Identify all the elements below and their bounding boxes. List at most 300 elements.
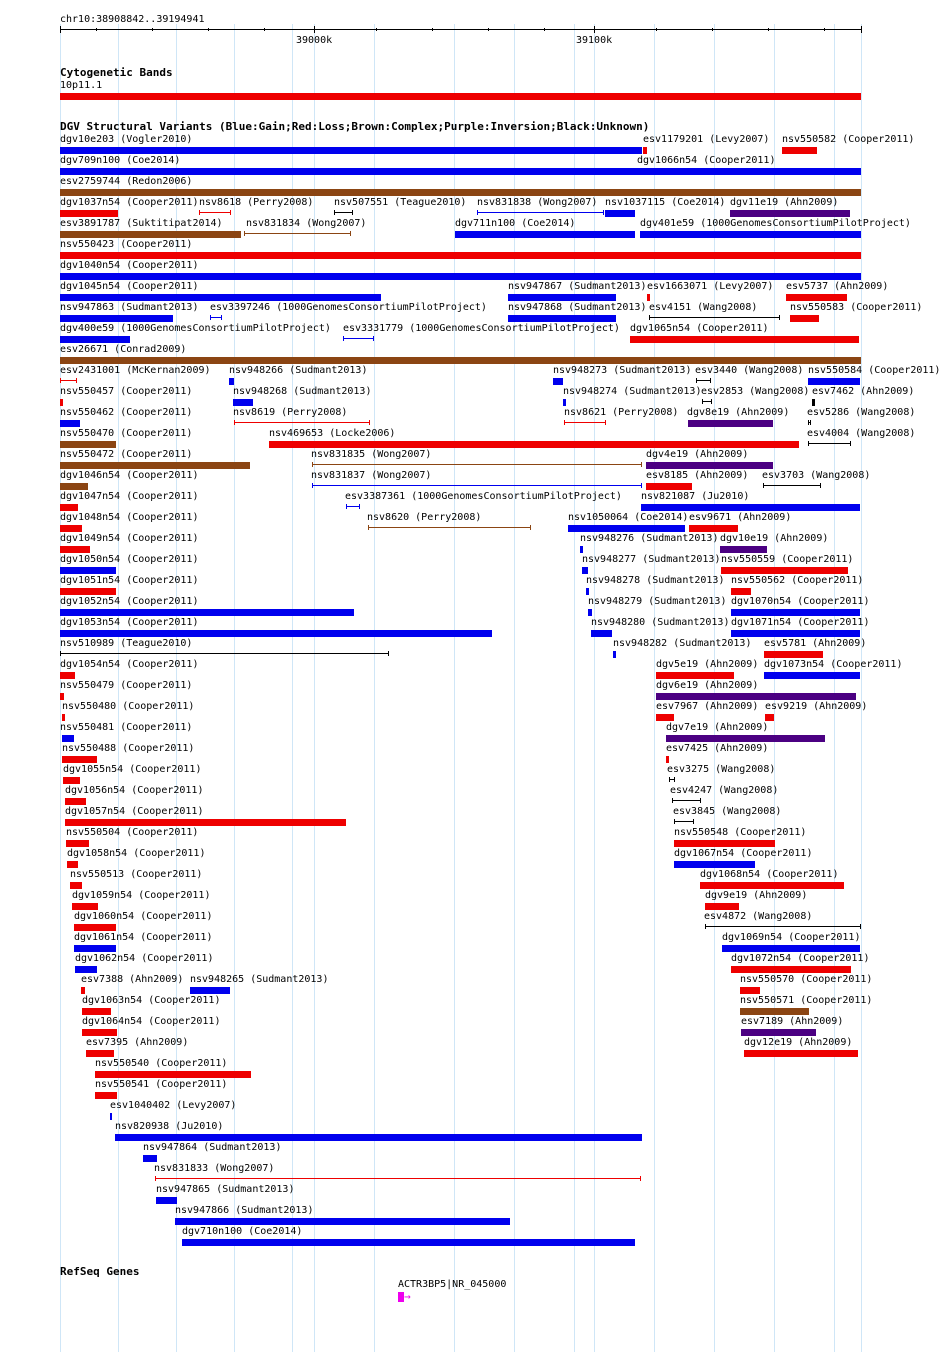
feature-label-dgv1071n54: dgv1071n54 (Cooper2011) bbox=[731, 617, 870, 628]
feature-line-esv4247[interactable] bbox=[672, 800, 701, 801]
feature-line-nsv507551[interactable] bbox=[334, 212, 353, 213]
feature-label-nsv550423: nsv550423 (Cooper2011) bbox=[60, 239, 193, 250]
feature-bar-nsv948276[interactable] bbox=[580, 546, 583, 553]
feature-label-esv7425: esv7425 (Ahn2009) bbox=[666, 743, 769, 754]
feature-line-nsv831834[interactable] bbox=[244, 233, 351, 234]
ruler-end-tick bbox=[861, 26, 862, 33]
feature-label-nsv510989: nsv510989 (Teague2010) bbox=[60, 638, 193, 649]
feature-line-esv4004[interactable] bbox=[808, 443, 851, 444]
feature-bar-dgv1046n54[interactable] bbox=[60, 483, 88, 490]
feature-bar-nsv550423[interactable] bbox=[60, 252, 861, 259]
feature-label-dgv1052n54: dgv1052n54 (Cooper2011) bbox=[60, 596, 199, 607]
feature-bar-dgv711n100[interactable] bbox=[455, 231, 635, 238]
feature-bar-dgv1067n54[interactable] bbox=[674, 861, 755, 868]
feature-bar-nsv947867[interactable] bbox=[508, 294, 616, 301]
feature-label-nsv948274: nsv948274 (Sudmant2013) bbox=[563, 386, 702, 397]
feature-bar-esv1040402[interactable] bbox=[110, 1113, 112, 1120]
feature-label-esv3845: esv3845 (Wang2008) bbox=[673, 806, 782, 817]
feature-bar-dgv1066n54[interactable] bbox=[637, 168, 861, 175]
feature-label-dgv1069n54: dgv1069n54 (Cooper2011) bbox=[722, 932, 861, 943]
feature-bar-dgv7e19[interactable] bbox=[666, 735, 825, 742]
feature-label-dgv11e19: dgv11e19 (Ahn2009) bbox=[730, 197, 839, 208]
feature-label-dgv1068n54: dgv1068n54 (Cooper2011) bbox=[700, 869, 839, 880]
feature-line-cap bbox=[60, 378, 61, 383]
feature-bar-dgv8e19[interactable] bbox=[688, 420, 773, 427]
feature-bar-dgv400e59[interactable] bbox=[60, 336, 130, 343]
ruler-minor-tick bbox=[152, 28, 153, 31]
feature-label-nsv550488: nsv550488 (Cooper2011) bbox=[62, 743, 195, 754]
feature-bar-nsv550583[interactable] bbox=[790, 315, 819, 322]
feature-label-nsv821087: nsv821087 (Ju2010) bbox=[641, 491, 750, 502]
feature-bar-dgv1059n54[interactable] bbox=[72, 903, 98, 910]
feature-bar-esv9219[interactable] bbox=[765, 714, 774, 721]
feature-bar-nsv948280[interactable] bbox=[591, 630, 612, 637]
feature-label-nsv831834: nsv831834 (Wong2007) bbox=[246, 218, 367, 229]
feature-line-cap bbox=[312, 483, 313, 488]
dgv-track-title[interactable]: DGV Structural Variants (Blue:Gain;Red:Loss;Brown:Complex;Purple:Inversion;Black:Unknown) bbox=[60, 120, 650, 133]
feature-label-dgv1059n54: dgv1059n54 (Cooper2011) bbox=[72, 890, 211, 901]
feature-bar-esv7189[interactable] bbox=[741, 1029, 816, 1036]
feature-label-esv3891787: esv3891787 (Suktitipat2014) bbox=[60, 218, 223, 229]
feature-line-cap bbox=[672, 798, 673, 803]
ruler-minor-tick bbox=[544, 28, 545, 31]
feature-label-nsv820938: nsv820938 (Ju2010) bbox=[115, 1121, 224, 1132]
feature-line-cap bbox=[388, 651, 389, 656]
feature-label-esv9671: esv9671 (Ahn2009) bbox=[689, 512, 792, 523]
feature-bar-esv7425[interactable] bbox=[666, 756, 669, 763]
feature-label-nsv948277: nsv948277 (Sudmant2013) bbox=[582, 554, 721, 565]
feature-bar-dgv1060n54[interactable] bbox=[74, 924, 116, 931]
feature-line-cap bbox=[641, 483, 642, 488]
feature-bar-nsv948278[interactable] bbox=[586, 588, 589, 595]
feature-label-nsv507551: nsv507551 (Teague2010) bbox=[334, 197, 467, 208]
ruler-minor-tick bbox=[96, 28, 97, 31]
feature-label-esv1663071: esv1663071 (Levy2007) bbox=[647, 281, 774, 292]
feature-line-cap bbox=[477, 210, 478, 215]
feature-label-dgv1056n54: dgv1056n54 (Cooper2011) bbox=[65, 785, 204, 796]
feature-label-esv3387361: esv3387361 (1000GenomesConsortiumPilotProject) bbox=[345, 491, 622, 502]
feature-bar-nsv550570[interactable] bbox=[740, 987, 760, 994]
feature-line-cap bbox=[705, 924, 706, 929]
ruler-minor-tick bbox=[264, 28, 265, 31]
feature-bar-nsv948268[interactable] bbox=[233, 399, 253, 406]
feature-label-nsv550541: nsv550541 (Cooper2011) bbox=[95, 1079, 228, 1090]
feature-label-esv4004: esv4004 (Wang2008) bbox=[807, 428, 916, 439]
feature-label-nsv948276: nsv948276 (Sudmant2013) bbox=[580, 533, 719, 544]
feature-label-esv7395: esv7395 (Ahn2009) bbox=[86, 1037, 189, 1048]
feature-line-nsv831838[interactable] bbox=[477, 212, 604, 213]
feature-line-nsv8620[interactable] bbox=[368, 527, 531, 528]
feature-line-cap bbox=[346, 504, 347, 509]
feature-line-cap bbox=[530, 525, 531, 530]
feature-line-cap bbox=[850, 441, 851, 446]
feature-bar-esv7462[interactable] bbox=[812, 399, 815, 406]
feature-label-nsv1037115: nsv1037115 (Coe2014) bbox=[605, 197, 726, 208]
feature-line-esv3331779[interactable] bbox=[343, 338, 374, 339]
feature-bar-nsv948266[interactable] bbox=[229, 378, 234, 385]
feature-bar-nsv550540[interactable] bbox=[95, 1071, 251, 1078]
feature-bar-esv8185[interactable] bbox=[646, 483, 692, 490]
feature-line-cap bbox=[76, 378, 77, 383]
feature-line-cap bbox=[702, 399, 703, 404]
feature-line-esv2431001[interactable] bbox=[60, 380, 77, 381]
feature-label-dgv1046n54: dgv1046n54 (Cooper2011) bbox=[60, 470, 199, 481]
feature-label-nsv550548: nsv550548 (Cooper2011) bbox=[674, 827, 807, 838]
feature-label-nsv948273: nsv948273 (Sudmant2013) bbox=[553, 365, 692, 376]
feature-label-esv2759744: esv2759744 (Redon2006) bbox=[60, 176, 193, 187]
feature-line-cap bbox=[669, 777, 670, 782]
feature-bar-nsv947866[interactable] bbox=[175, 1218, 510, 1225]
feature-label-dgv4e19: dgv4e19 (Ahn2009) bbox=[646, 449, 749, 460]
grid-line bbox=[374, 24, 375, 1352]
feature-line-cap bbox=[343, 336, 344, 341]
feature-label-nsv831835: nsv831835 (Wong2007) bbox=[311, 449, 432, 460]
feature-label-dgv1060n54: dgv1060n54 (Cooper2011) bbox=[74, 911, 213, 922]
feature-label-esv5286: esv5286 (Wang2008) bbox=[807, 407, 916, 418]
feature-bar-dgv1063n54[interactable] bbox=[82, 1008, 111, 1015]
feature-line-cap bbox=[860, 924, 861, 929]
feature-bar-nsv1050064[interactable] bbox=[568, 525, 685, 532]
feature-bar-dgv1065n54[interactable] bbox=[630, 336, 859, 343]
feature-line-cap bbox=[649, 315, 650, 320]
feature-label-nsv948268: nsv948268 (Sudmant2013) bbox=[233, 386, 372, 397]
feature-bar-nsv550462[interactable] bbox=[60, 420, 80, 427]
feature-line-cap bbox=[710, 378, 711, 383]
cytoband-10p11-1[interactable] bbox=[60, 93, 861, 100]
feature-line-esv3703[interactable] bbox=[763, 485, 821, 486]
feature-label-esv4872: esv4872 (Wang2008) bbox=[704, 911, 813, 922]
feature-bar-nsv550457[interactable] bbox=[60, 399, 63, 406]
feature-bar-dgv1068n54[interactable] bbox=[700, 882, 844, 889]
feature-line-nsv831835[interactable] bbox=[312, 464, 642, 465]
feature-bar-esv7388[interactable] bbox=[81, 987, 85, 994]
feature-label-dgv1063n54: dgv1063n54 (Cooper2011) bbox=[82, 995, 221, 1006]
feature-label-nsv948279: nsv948279 (Sudmant2013) bbox=[588, 596, 727, 607]
feature-line-nsv8621[interactable] bbox=[564, 422, 606, 423]
ruler-end-tick bbox=[60, 26, 61, 33]
feature-bar-dgv1049n54[interactable] bbox=[60, 546, 90, 553]
feature-bar-dgv1045n54[interactable] bbox=[60, 294, 381, 301]
feature-bar-nsv947865[interactable] bbox=[156, 1197, 177, 1204]
feature-label-dgv5e19: dgv5e19 (Ahn2009) bbox=[656, 659, 759, 670]
feature-label-dgv1054n54: dgv1054n54 (Cooper2011) bbox=[60, 659, 199, 670]
feature-line-cap bbox=[312, 462, 313, 467]
ruler-line bbox=[60, 29, 861, 30]
feature-label-esv3331779: esv3331779 (1000GenomesConsortiumPilotProject) bbox=[343, 323, 620, 334]
feature-label-nsv550584: nsv550584 (Cooper2011) bbox=[808, 365, 940, 376]
feature-bar-dgv1040n54[interactable] bbox=[60, 273, 861, 280]
feature-label-nsv8618: nsv8618 (Perry2008) bbox=[199, 197, 314, 208]
feature-line-nsv831833[interactable] bbox=[155, 1178, 641, 1179]
feature-bar-nsv948273[interactable] bbox=[553, 378, 563, 385]
feature-label-nsv550479: nsv550479 (Cooper2011) bbox=[60, 680, 193, 691]
feature-label-nsv550504: nsv550504 (Cooper2011) bbox=[66, 827, 199, 838]
feature-bar-nsv550548[interactable] bbox=[674, 840, 775, 847]
feature-bar-nsv948274[interactable] bbox=[563, 399, 566, 406]
feature-bar-esv5781[interactable] bbox=[764, 651, 823, 658]
feature-label-dgv1037n54: dgv1037n54 (Cooper2011) bbox=[60, 197, 199, 208]
feature-bar-dgv6e19[interactable] bbox=[656, 693, 856, 700]
feature-bar-esv1179201[interactable] bbox=[643, 147, 647, 154]
feature-bar-nsv821087[interactable] bbox=[641, 504, 860, 511]
feature-label-dgv1049n54: dgv1049n54 (Cooper2011) bbox=[60, 533, 199, 544]
feature-label-nsv831837: nsv831837 (Wong2007) bbox=[311, 470, 432, 481]
feature-line-cap bbox=[711, 399, 712, 404]
feature-bar-esv5737[interactable] bbox=[786, 294, 847, 301]
feature-line-nsv8619[interactable] bbox=[234, 422, 370, 423]
ruler-minor-tick bbox=[432, 28, 433, 31]
feature-label-dgv401e59: dgv401e59 (1000GenomesConsortiumPilotProject) bbox=[640, 218, 911, 229]
feature-line-cap bbox=[230, 210, 231, 215]
feature-bar-dgv11e19[interactable] bbox=[730, 210, 850, 217]
feature-line-nsv8618[interactable] bbox=[199, 212, 231, 213]
feature-label-dgv6e19: dgv6e19 (Ahn2009) bbox=[656, 680, 759, 691]
feature-label-dgv400e59: dgv400e59 (1000GenomesConsortiumPilotProject) bbox=[60, 323, 331, 334]
feature-line-cap bbox=[700, 798, 701, 803]
ruler-major-tick bbox=[594, 26, 595, 33]
feature-line-esv4151[interactable] bbox=[649, 317, 780, 318]
feature-label-nsv947865: nsv947865 (Sudmant2013) bbox=[156, 1184, 295, 1195]
feature-label-nsv469653: nsv469653 (Locke2006) bbox=[269, 428, 396, 439]
feature-line-cap bbox=[779, 315, 780, 320]
feature-bar-dgv1064n54[interactable] bbox=[82, 1029, 117, 1036]
feature-line-cap bbox=[640, 1176, 641, 1181]
feature-line-cap bbox=[368, 525, 369, 530]
feature-bar-esv7967[interactable] bbox=[656, 714, 674, 721]
feature-bar-nsv550562[interactable] bbox=[731, 588, 751, 595]
feature-bar-nsv550559[interactable] bbox=[721, 567, 848, 574]
feature-label-esv3703: esv3703 (Wang2008) bbox=[762, 470, 871, 481]
feature-label-nsv8620: nsv8620 (Perry2008) bbox=[367, 512, 482, 523]
feature-label-nsv550559: nsv550559 (Cooper2011) bbox=[721, 554, 854, 565]
feature-line-cap bbox=[605, 420, 606, 425]
feature-label-esv5781: esv5781 (Ahn2009) bbox=[764, 638, 867, 649]
feature-label-dgv10e19: dgv10e19 (Ahn2009) bbox=[720, 533, 829, 544]
feature-bar-dgv4e19[interactable] bbox=[646, 462, 773, 469]
feature-label-nsv550513: nsv550513 (Cooper2011) bbox=[70, 869, 203, 880]
feature-label-dgv1073n54: dgv1073n54 (Cooper2011) bbox=[764, 659, 903, 670]
feature-label-esv2853: esv2853 (Wang2008) bbox=[701, 386, 810, 397]
feature-label-nsv947864: nsv947864 (Sudmant2013) bbox=[143, 1142, 282, 1153]
feature-label-esv9219: esv9219 (Ahn2009) bbox=[765, 701, 868, 712]
refseq-gene-label: ACTR3BP5|NR_045000 bbox=[398, 1279, 507, 1290]
feature-bar-nsv947868[interactable] bbox=[508, 315, 616, 322]
feature-label-dgv1055n54: dgv1055n54 (Cooper2011) bbox=[63, 764, 202, 775]
ruler-minor-tick bbox=[656, 28, 657, 31]
feature-label-dgv1062n54: dgv1062n54 (Cooper2011) bbox=[75, 953, 214, 964]
feature-label-nsv550472: nsv550472 (Cooper2011) bbox=[60, 449, 193, 460]
feature-bar-dgv1073n54[interactable] bbox=[764, 672, 860, 679]
feature-bar-dgv1072n54[interactable] bbox=[731, 966, 851, 973]
feature-bar-nsv550481[interactable] bbox=[62, 735, 74, 742]
feature-label-nsv550481: nsv550481 (Cooper2011) bbox=[60, 722, 193, 733]
feature-bar-dgv1053n54[interactable] bbox=[60, 630, 492, 637]
feature-label-nsv550462: nsv550462 (Cooper2011) bbox=[60, 407, 193, 418]
feature-bar-nsv550584[interactable] bbox=[808, 378, 860, 385]
feature-label-nsv8621: nsv8621 (Perry2008) bbox=[564, 407, 679, 418]
feature-bar-dgv10e203[interactable] bbox=[60, 147, 642, 154]
feature-bar-dgv1070n54[interactable] bbox=[731, 609, 860, 616]
ruler-minor-tick bbox=[768, 28, 769, 31]
feature-line-cap bbox=[221, 315, 222, 320]
feature-line-cap bbox=[350, 231, 351, 236]
feature-line-cap bbox=[199, 210, 200, 215]
feature-bar-nsv948282[interactable] bbox=[613, 651, 616, 658]
feature-line-nsv831837[interactable] bbox=[312, 485, 642, 486]
feature-label-dgv1050n54: dgv1050n54 (Cooper2011) bbox=[60, 554, 199, 565]
feature-label-esv3440: esv3440 (Wang2008) bbox=[695, 365, 804, 376]
feature-bar-nsv550470[interactable] bbox=[60, 441, 116, 448]
feature-bar-nsv550479[interactable] bbox=[60, 693, 64, 700]
feature-bar-dgv1056n54[interactable] bbox=[65, 798, 86, 805]
feature-label-dgv710n100: dgv710n100 (Coe2014) bbox=[182, 1226, 303, 1237]
feature-line-cap bbox=[234, 420, 235, 425]
feature-bar-esv1663071[interactable] bbox=[647, 294, 650, 301]
feature-bar-dgv1071n54[interactable] bbox=[731, 630, 860, 637]
feature-bar-nsv550582[interactable] bbox=[782, 147, 817, 154]
feature-label-dgv8e19: dgv8e19 (Ahn2009) bbox=[687, 407, 790, 418]
feature-label-dgv1058n54: dgv1058n54 (Cooper2011) bbox=[67, 848, 206, 859]
feature-bar-dgv1055n54[interactable] bbox=[63, 777, 80, 784]
feature-bar-dgv1050n54[interactable] bbox=[60, 567, 116, 574]
feature-label-nsv550457: nsv550457 (Cooper2011) bbox=[60, 386, 193, 397]
feature-bar-nsv550480[interactable] bbox=[62, 714, 65, 721]
feature-label-esv7189: esv7189 (Ahn2009) bbox=[741, 1016, 844, 1027]
feature-bar-nsv550488[interactable] bbox=[62, 756, 97, 763]
feature-bar-dgv1051n54[interactable] bbox=[60, 588, 116, 595]
feature-label-nsv550571: nsv550571 (Cooper2011) bbox=[740, 995, 873, 1006]
ruler-tick-label: 39000k bbox=[296, 35, 333, 46]
feature-line-esv3440[interactable] bbox=[696, 380, 711, 381]
feature-bar-esv7395[interactable] bbox=[86, 1050, 114, 1057]
feature-line-cap bbox=[244, 231, 245, 236]
feature-line-cap bbox=[696, 378, 697, 383]
feature-bar-esv26671[interactable] bbox=[60, 357, 861, 364]
feature-label-nsv550480: nsv550480 (Cooper2011) bbox=[62, 701, 195, 712]
feature-bar-dgv1057n54[interactable] bbox=[65, 819, 346, 826]
feature-label-nsv947866: nsv947866 (Sudmant2013) bbox=[175, 1205, 314, 1216]
feature-bar-nsv947863[interactable] bbox=[60, 315, 173, 322]
feature-bar-nsv550513[interactable] bbox=[70, 882, 82, 889]
feature-bar-dgv1069n54[interactable] bbox=[722, 945, 860, 952]
feature-line-cap bbox=[334, 210, 335, 215]
feature-label-dgv1065n54: dgv1065n54 (Cooper2011) bbox=[630, 323, 769, 334]
feature-bar-dgv710n100[interactable] bbox=[182, 1239, 635, 1246]
feature-line-cap bbox=[352, 210, 353, 215]
feature-label-nsv947867: nsv947867 (Sudmant2013) bbox=[508, 281, 647, 292]
feature-label-esv1179201: esv1179201 (Levy2007) bbox=[643, 134, 770, 145]
feature-label-dgv1051n54: dgv1051n54 (Cooper2011) bbox=[60, 575, 199, 586]
feature-label-dgv9e19: dgv9e19 (Ahn2009) bbox=[705, 890, 808, 901]
feature-bar-nsv550472[interactable] bbox=[60, 462, 250, 469]
feature-bar-dgv1052n54[interactable] bbox=[60, 609, 354, 616]
feature-bar-dgv9e19[interactable] bbox=[705, 903, 739, 910]
feature-bar-dgv1054n54[interactable] bbox=[60, 672, 75, 679]
feature-label-esv7967: esv7967 (Ahn2009) bbox=[656, 701, 759, 712]
feature-label-nsv550583: nsv550583 (Cooper2011) bbox=[790, 302, 923, 313]
feature-label-nsv550470: nsv550470 (Cooper2011) bbox=[60, 428, 193, 439]
feature-label-esv26671: esv26671 (Conrad2009) bbox=[60, 344, 187, 355]
ruler-minor-tick bbox=[208, 28, 209, 31]
feature-label-nsv948266: nsv948266 (Sudmant2013) bbox=[229, 365, 368, 376]
feature-line-cap bbox=[810, 420, 811, 425]
feature-line-esv3387361[interactable] bbox=[346, 506, 360, 507]
feature-label-dgv711n100: dgv711n100 (Coe2014) bbox=[455, 218, 576, 229]
ruler-minor-tick bbox=[712, 28, 713, 31]
feature-bar-dgv12e19[interactable] bbox=[744, 1050, 858, 1057]
feature-line-nsv510989[interactable] bbox=[60, 653, 389, 654]
feature-line-cap bbox=[674, 777, 675, 782]
feature-bar-nsv469653[interactable] bbox=[269, 441, 799, 448]
feature-bar-nsv550541[interactable] bbox=[95, 1092, 117, 1099]
feature-label-esv5737: esv5737 (Ahn2009) bbox=[786, 281, 889, 292]
feature-label-dgv12e19: dgv12e19 (Ahn2009) bbox=[744, 1037, 853, 1048]
feature-label-dgv1040n54: dgv1040n54 (Cooper2011) bbox=[60, 260, 199, 271]
feature-label-dgv1066n54: dgv1066n54 (Cooper2011) bbox=[637, 155, 776, 166]
feature-line-cap bbox=[564, 420, 565, 425]
feature-bar-esv2759744[interactable] bbox=[60, 189, 861, 196]
feature-label-dgv1064n54: dgv1064n54 (Cooper2011) bbox=[82, 1016, 221, 1027]
feature-label-esv1040402: esv1040402 (Levy2007) bbox=[110, 1100, 237, 1111]
strand-arrow-icon: → bbox=[404, 1290, 411, 1303]
feature-label-dgv1053n54: dgv1053n54 (Cooper2011) bbox=[60, 617, 199, 628]
feature-bar-dgv10e19[interactable] bbox=[720, 546, 767, 553]
feature-bar-dgv1058n54[interactable] bbox=[67, 861, 78, 868]
feature-bar-nsv550571[interactable] bbox=[740, 1008, 809, 1015]
feature-label-nsv550562: nsv550562 (Cooper2011) bbox=[731, 575, 864, 586]
feature-bar-dgv1047n54[interactable] bbox=[60, 504, 78, 511]
feature-line-cap bbox=[808, 420, 809, 425]
feature-line-cap bbox=[369, 420, 370, 425]
feature-bar-dgv1037n54[interactable] bbox=[60, 210, 118, 217]
feature-label-dgv10e203: dgv10e203 (Vogler2010) bbox=[60, 134, 193, 145]
feature-label-esv7462: esv7462 (Ahn2009) bbox=[812, 386, 915, 397]
feature-bar-dgv1062n54[interactable] bbox=[75, 966, 97, 973]
feature-bar-esv3891787[interactable] bbox=[60, 231, 241, 238]
feature-line-cap bbox=[808, 441, 809, 446]
feature-bar-dgv401e59[interactable] bbox=[640, 231, 861, 238]
feature-label-nsv948278: nsv948278 (Sudmant2013) bbox=[586, 575, 725, 586]
feature-line-cap bbox=[693, 819, 694, 824]
feature-bar-nsv948277[interactable] bbox=[582, 567, 588, 574]
feature-line-cap bbox=[373, 336, 374, 341]
feature-label-nsv948265: nsv948265 (Sudmant2013) bbox=[190, 974, 329, 985]
feature-line-cap bbox=[820, 483, 821, 488]
feature-bar-dgv1048n54[interactable] bbox=[60, 525, 82, 532]
feature-label-nsv831838: nsv831838 (Wong2007) bbox=[477, 197, 598, 208]
cytoband-label: 10p11.1 bbox=[60, 80, 103, 91]
feature-label-dgv1047n54: dgv1047n54 (Cooper2011) bbox=[60, 491, 199, 502]
feature-line-esv3845[interactable] bbox=[674, 821, 694, 822]
feature-line-cap bbox=[210, 315, 211, 320]
feature-bar-nsv1037115[interactable] bbox=[605, 210, 635, 217]
feature-bar-nsv550504[interactable] bbox=[66, 840, 89, 847]
feature-bar-nsv948279[interactable] bbox=[588, 609, 592, 616]
feature-label-nsv550540: nsv550540 (Cooper2011) bbox=[95, 1058, 228, 1069]
feature-label-dgv1057n54: dgv1057n54 (Cooper2011) bbox=[65, 806, 204, 817]
feature-bar-dgv1061n54[interactable] bbox=[74, 945, 116, 952]
feature-bar-nsv948265[interactable] bbox=[190, 987, 230, 994]
feature-bar-nsv820938[interactable] bbox=[115, 1134, 642, 1141]
cytoband-track-title[interactable]: Cytogenetic Bands bbox=[60, 66, 173, 79]
feature-bar-dgv5e19[interactable] bbox=[656, 672, 734, 679]
refseq-track-title[interactable]: RefSeq Genes bbox=[60, 1265, 140, 1278]
feature-bar-esv9671[interactable] bbox=[689, 525, 738, 532]
feature-line-esv4872[interactable] bbox=[705, 926, 861, 927]
ruler-location: chr10:38908842..39194941 bbox=[60, 14, 205, 25]
feature-label-nsv947868: nsv947868 (Sudmant2013) bbox=[508, 302, 647, 313]
feature-bar-nsv947864[interactable] bbox=[143, 1155, 157, 1162]
